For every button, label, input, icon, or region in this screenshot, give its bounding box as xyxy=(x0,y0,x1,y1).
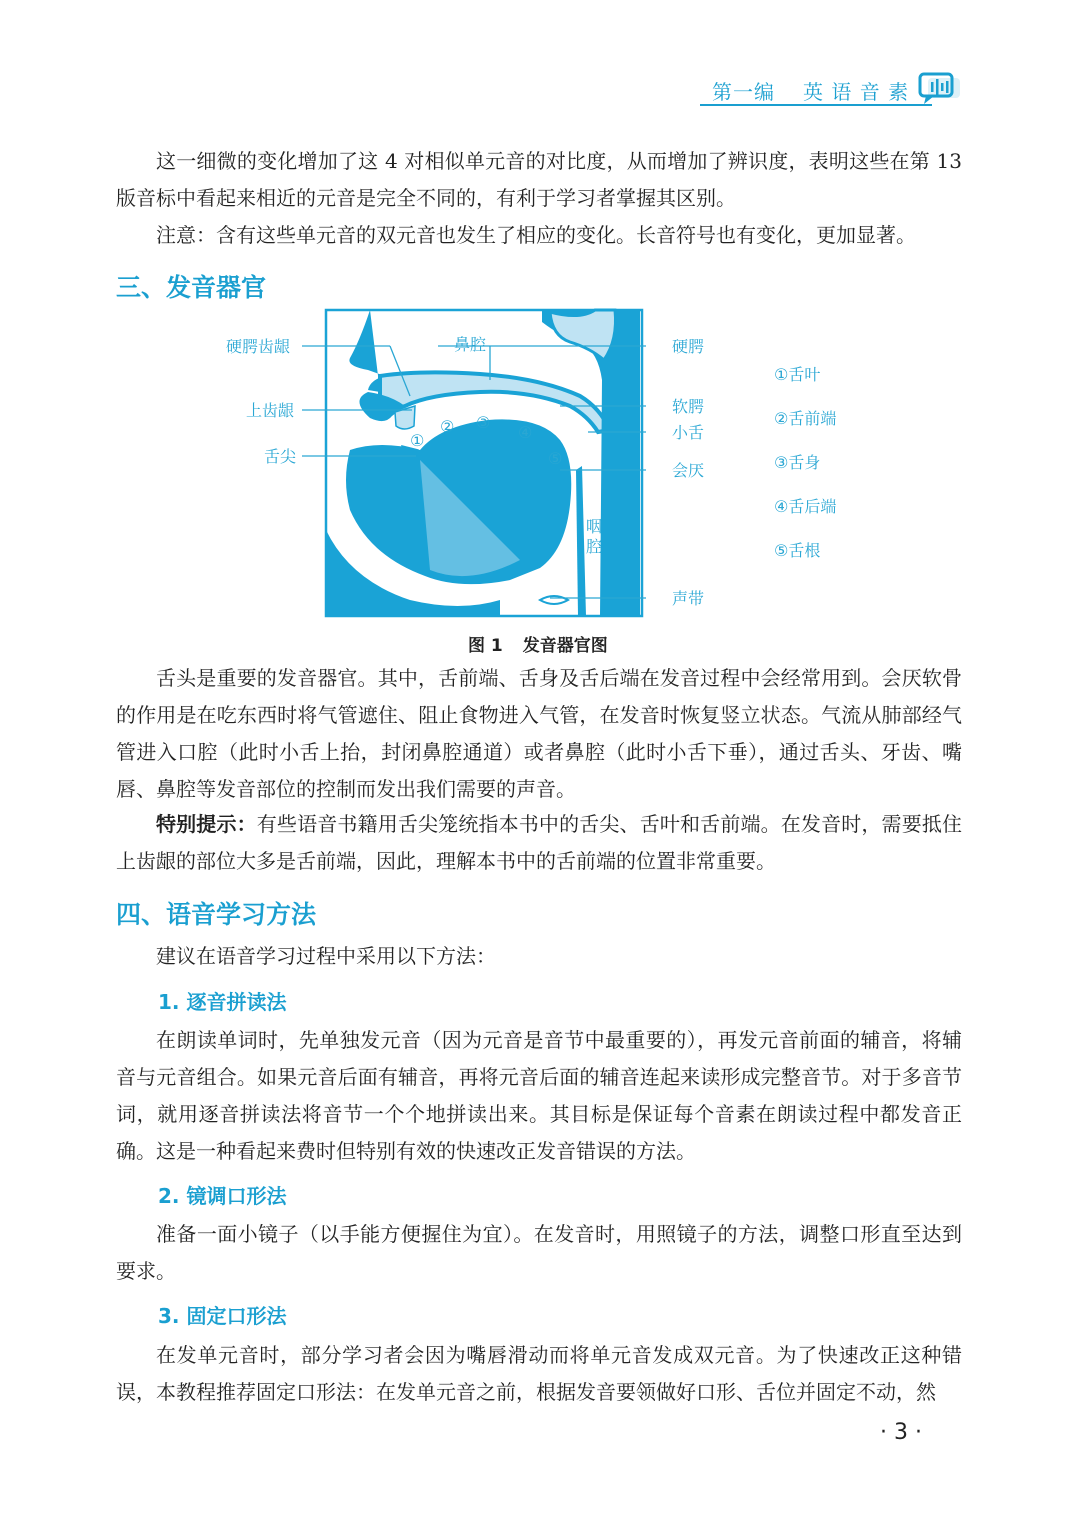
label-upper-alveolar: 上齿龈 xyxy=(246,401,295,420)
label-tongue-tip: 舌尖 xyxy=(264,447,297,466)
articulation-diagram xyxy=(220,300,870,630)
label-epiglottis: 会厌 xyxy=(672,461,705,480)
page-number: · 3 · xyxy=(880,1420,922,1445)
label-vocal-cords: 声带 xyxy=(672,589,705,608)
method-1-heading: 1. 逐音拼读法 xyxy=(158,990,287,1014)
header-rule xyxy=(700,104,932,106)
method-2-text: 准备一面小镜子（以手能方便握住为宜）。在发音时，用照镜子的方法，调整口形直至达到要求。 xyxy=(116,1222,962,1283)
label-nasal-cavity: 鼻腔 xyxy=(454,335,487,354)
section-3-paragraph: 舌头是重要的发音器官。其中，舌前端、舌身及舌后端在发音过程中会经常用到。会厌软骨的作用是在吃东西时将气管遮住、阻止食物进入气管，在发音时恢复竖立状态。气流从肺部经气管进入口腔（此时小舌上抬，封闭鼻腔通道）或者鼻腔（此时小舌下垂），通过舌头、牙齿、嘴唇、鼻腔等发音部位的控制而发出我们需要的声音。 xyxy=(116,666,962,801)
intro-paragraph-1: 这一细微的变化增加了这 4 对相似单元音的对比度，从而增加了辨识度，表明这些在第 13 版音标中看起来相近的元音是完全不同的，有利于学习者掌握其区别。 xyxy=(116,149,962,210)
tip-label: 特别提示： xyxy=(156,812,257,836)
speech-bubble-sound-icon xyxy=(918,70,962,106)
running-header xyxy=(712,76,909,105)
legend-3: ③舌身 xyxy=(774,453,821,472)
section-3-heading: 三、发音器官 xyxy=(116,273,267,302)
caption-text: 发音器官图 xyxy=(522,636,608,656)
intro-paragraph-2: 注意：含有这些单元音的双元音也发生了相应的变化。长音符号也有变化，更加显著。 xyxy=(156,223,916,247)
caption-number: 图 1 xyxy=(468,636,503,656)
label-hard-palate-alveolar: 硬腭齿龈 xyxy=(226,337,291,356)
section-4-heading: 四、语音学习方法 xyxy=(116,900,317,929)
method-3-heading: 3. 固定口形法 xyxy=(158,1304,287,1328)
method-3-text: 在发单元音时，部分学习者会因为嘴唇滑动而将单元音发成双元音。为了快速改正这种错误，本教程推荐固定口形法：在发单元音之前，根据发音要领做好口形、舌位并固定不动，然 xyxy=(116,1343,962,1404)
tip-text: 有些语音书籍用舌尖笼统指本书中的舌尖、舌叶和舌前端。在发音时，需要抵住上齿龈的部位大多是舌前端，因此，理解本书中的舌前端的位置非常重要。 xyxy=(116,812,963,873)
label-uvula: 小舌 xyxy=(672,423,705,442)
label-pharynx-1: 咽 xyxy=(586,517,603,536)
label-pharynx-2: 腔 xyxy=(586,537,603,556)
legend-2: ②舌前端 xyxy=(774,409,837,428)
header-title: 英 语 音 素 xyxy=(803,80,910,104)
marker-3: ③ xyxy=(476,413,491,432)
section-4-intro: 建议在语音学习过程中采用以下方法： xyxy=(156,944,496,968)
header-part: 第一编 xyxy=(712,80,775,104)
special-tip-paragraph xyxy=(116,806,962,880)
legend-4: ④舌后端 xyxy=(774,497,837,516)
marker-4: ④ xyxy=(518,423,533,442)
marker-1: ① xyxy=(410,431,425,450)
marker-2: ② xyxy=(440,417,455,436)
method-2-heading: 2. 镜调口形法 xyxy=(158,1184,287,1208)
method-1-text: 在朗读单词时，先单独发元音（因为元音是音节中最重要的），再发元音前面的辅音，将辅音与元音组合。如果元音后面有辅音，再将元音后面的辅音连起来读形成完整音节。对于多音节词，就用逐音拼读法将音节一个个地拼读出来。其目标是保证每个音素在朗读过程中都发音正确。这是一种看起来费时但特别有效的快速改正发音错误的方法。 xyxy=(116,1028,962,1163)
label-hard-palate: 硬腭 xyxy=(672,337,705,356)
vocal-cords xyxy=(540,596,568,604)
figure-caption xyxy=(468,631,608,656)
legend-5: ⑤舌根 xyxy=(774,541,821,560)
label-soft-palate: 软腭 xyxy=(672,397,705,416)
marker-5: ⑤ xyxy=(548,449,563,468)
legend-1: ①舌叶 xyxy=(774,365,821,384)
